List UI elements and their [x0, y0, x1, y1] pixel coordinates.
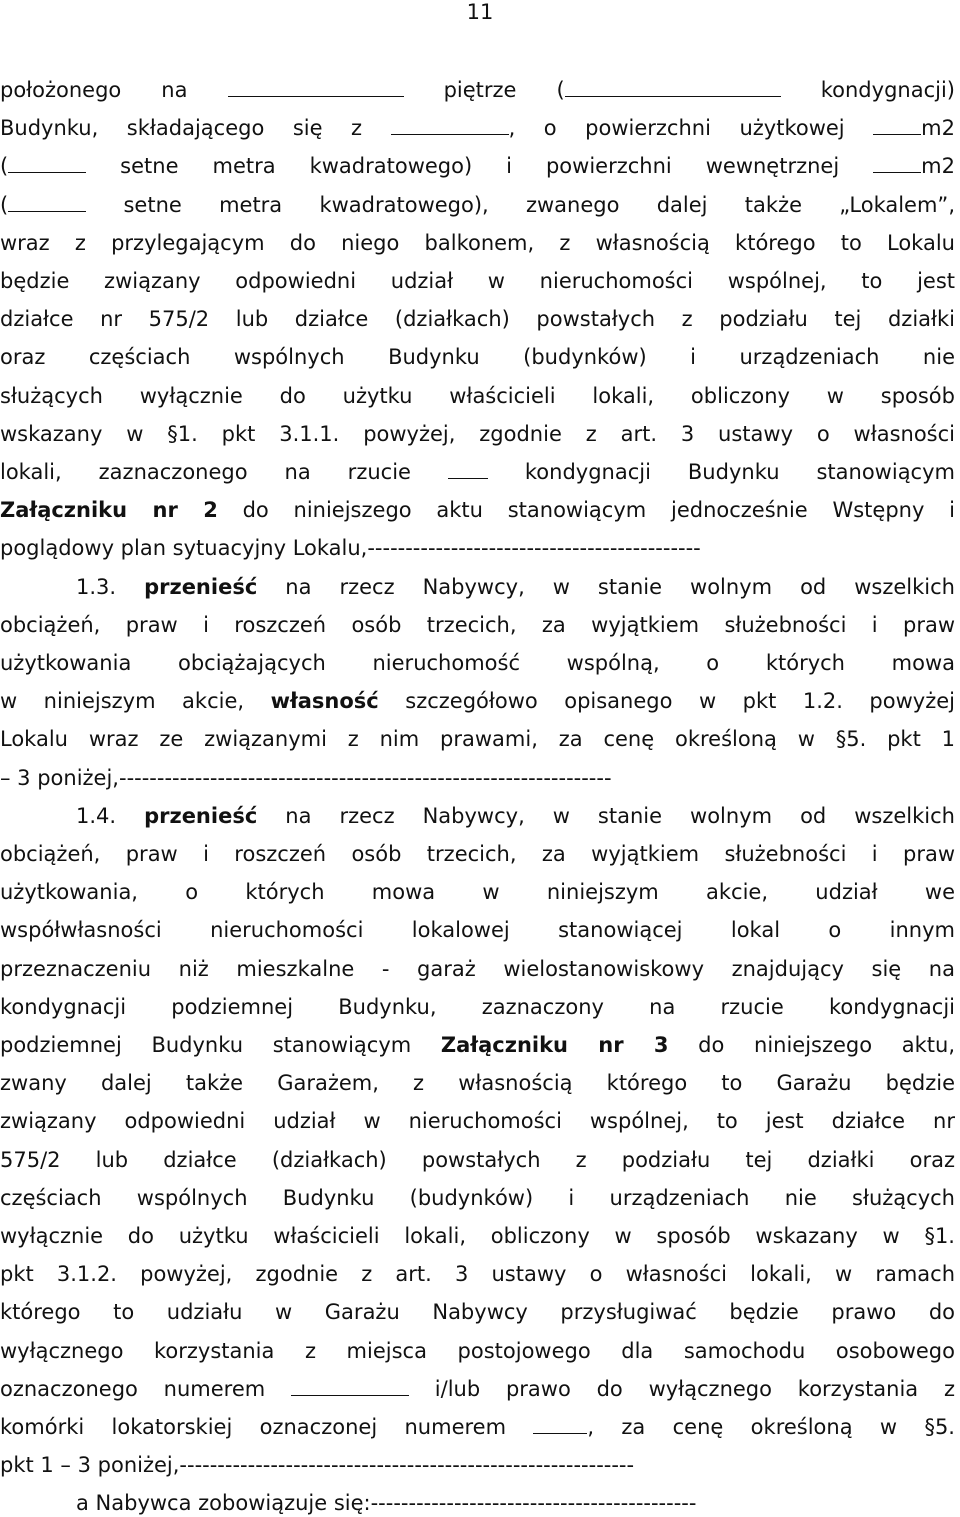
- text-segment: (: [0, 192, 9, 217]
- text-segment: , za cenę określoną w §5.: [587, 1415, 955, 1439]
- text-segment: oraz częściach wspólnych Budynku (budynków) i urządzeniach nie: [0, 345, 955, 370]
- text-line: [0, 687, 955, 715]
- text-line: [0, 534, 955, 562]
- text-segment: lokali, zaznaczonego na rzucie: [0, 460, 448, 484]
- bold-text: Załączniku nr 2: [0, 498, 218, 523]
- text-segment: na rzecz Nabywcy, w stanie wolnym od wszelkich: [257, 574, 955, 599]
- fill-in-blank: [448, 460, 488, 479]
- text-segment: 575/2 lub działce (działkach) powstałych z podziału tej działki oraz: [0, 1147, 955, 1172]
- text-line: [0, 1146, 955, 1174]
- text-line: [0, 1298, 955, 1326]
- text-segment: obciążeń, praw i roszczeń osób trzecich, za wyjątkiem służebności i praw: [0, 612, 955, 637]
- fill-in-blank: [533, 1415, 587, 1434]
- text-segment: wyłącznego korzystania z miejsca postojowego dla samochodu osobowego: [0, 1338, 955, 1363]
- text-segment: Lokalu wraz ze związanymi z nim prawami, za cenę określoną w §5. pkt 1: [0, 727, 955, 752]
- text-line: [0, 1069, 955, 1097]
- text-segment: wyłącznie do użytku właścicieli lokali, obliczony w sposób wskazany w §1.: [0, 1224, 955, 1248]
- text-line: [0, 1222, 955, 1250]
- text-line: [0, 1031, 955, 1059]
- text-segment: , o powierzchni użytkowej: [508, 116, 874, 141]
- text-segment: – 3 poniżej,-----------------------------------------------------------------: [0, 765, 612, 790]
- text-segment: kondygnacji podziemnej Budynku, zaznaczony na rzucie kondygnacji: [0, 994, 955, 1019]
- text-line: [0, 916, 955, 944]
- text-line: [0, 1375, 955, 1403]
- text-segment: do niniejszego aktu stanowiącym jednocześnie Wstępny i: [217, 498, 955, 523]
- text-segment: współwłasności nieruchomości lokalowej stanowiącej lokal o innym: [0, 918, 955, 943]
- text-segment: 1.3.: [76, 574, 145, 599]
- text-segment: pkt 1 – 3 poniżej,------------------------------------------------------------: [0, 1453, 635, 1478]
- text-line: [76, 573, 955, 601]
- text-line: [0, 76, 955, 104]
- bold-text: przenieść: [144, 803, 258, 828]
- text-segment: piętrze (: [403, 78, 565, 102]
- text-line: [76, 802, 955, 830]
- text-segment: na rzecz Nabywcy, w stanie wolnym od wszelkich: [257, 803, 955, 828]
- bold-text: własność: [270, 689, 379, 714]
- fill-in-blank: [873, 116, 921, 135]
- text-segment: Budynku, składającego się z: [0, 116, 391, 141]
- text-segment: wraz z przylegającym do niego balkonem, z własnością którego to Lokalu: [0, 230, 955, 255]
- text-line: [0, 496, 955, 524]
- text-line: [0, 955, 955, 983]
- text-segment: położonego na: [0, 78, 228, 102]
- text-segment: oznaczonego numerem: [0, 1376, 291, 1401]
- text-line: [0, 649, 955, 677]
- text-line: [0, 152, 955, 180]
- bold-text: Załączniku nr 3: [440, 1033, 669, 1057]
- fill-in-blank: [873, 154, 921, 173]
- text-line: [0, 611, 955, 639]
- text-line: [0, 725, 955, 753]
- fill-in-blank: [228, 78, 404, 97]
- text-segment: przeznaczeniu niż mieszkalne - garaż wielostanowiskowy znajdujący się na: [0, 956, 955, 981]
- text-line: [0, 114, 955, 142]
- text-segment: szczegółowo opisanego w pkt 1.2. powyżej: [378, 689, 955, 714]
- text-segment: obciążeń, praw i roszczeń osób trzecich, za wyjątkiem służebności i praw: [0, 842, 955, 866]
- fill-in-blank: [8, 154, 86, 173]
- text-segment: 1.4.: [76, 803, 145, 828]
- text-segment: poglądowy plan sytuacyjny Lokalu,--------------------------------------------: [0, 536, 701, 561]
- fill-in-blank: [8, 193, 86, 212]
- text-line: [0, 993, 955, 1021]
- text-line: [0, 1413, 955, 1441]
- text-segment: m2: [921, 154, 955, 179]
- fill-in-blank: [291, 1377, 409, 1396]
- text-line: [0, 1260, 955, 1288]
- text-line: [0, 764, 955, 792]
- text-segment: (: [0, 154, 9, 179]
- text-line: [0, 1337, 955, 1365]
- text-line: [0, 420, 955, 448]
- text-segment: wskazany w §1. pkt 3.1.1. powyżej, zgodnie z art. 3 ustawy o własności: [0, 421, 955, 446]
- text-line: [0, 1184, 955, 1212]
- text-line: [0, 305, 955, 333]
- text-line: [76, 1489, 955, 1517]
- text-segment: służących wyłącznie do użytku właścicieli lokali, obliczony w sposób: [0, 383, 955, 408]
- text-line: [0, 878, 955, 906]
- text-segment: i/lub prawo do wyłącznego korzystania z: [409, 1376, 955, 1401]
- text-segment: będzie związany odpowiedni udział w nieruchomości wspólnej, to jest: [0, 269, 955, 293]
- text-line: [0, 191, 955, 219]
- text-segment: użytkowania, o których mowa w niniejszym akcie, udział we: [0, 880, 955, 905]
- text-line: [0, 1107, 955, 1135]
- text-line: [0, 1451, 955, 1479]
- text-line: [0, 343, 955, 371]
- text-segment: działce nr 575/2 lub działce (działkach) powstałych z podziału tej działki: [0, 307, 955, 332]
- text-segment: do niniejszego aktu,: [668, 1033, 956, 1057]
- text-segment: komórki lokatorskiej oznaczonej numerem: [0, 1415, 534, 1439]
- text-segment: zwany dalej także Garażem, z własnością którego to Garażu będzie: [0, 1071, 955, 1096]
- text-segment: setne metra kwadratowego) i powierzchni wewnętrznej: [86, 154, 874, 179]
- text-line: [0, 267, 955, 295]
- text-line: [0, 382, 955, 410]
- fill-in-blank: [391, 116, 509, 135]
- text-segment: kondygnacji Budynku stanowiącym: [487, 460, 955, 484]
- text-segment: a Nabywca zobowiązuje się:-------------------------------------------: [76, 1491, 697, 1516]
- text-segment: kondygnacji): [780, 78, 955, 102]
- text-segment: w niniejszym akcie,: [0, 689, 271, 714]
- text-line: [0, 229, 955, 257]
- text-segment: pkt 3.1.2. powyżej, zgodnie z art. 3 ustawy o własności lokali, w ramach: [0, 1262, 955, 1287]
- text-segment: którego to udziału w Garażu Nabywcy przysługiwać będzie prawo do: [0, 1300, 955, 1325]
- page-number: 11: [466, 0, 494, 24]
- text-segment: związany odpowiedni udział w nieruchomości wspólnej, to jest działce nr: [0, 1109, 955, 1134]
- bold-text: przenieść: [144, 574, 258, 599]
- text-segment: częściach wspólnych Budynku (budynków) i urządzeniach nie służących: [0, 1185, 955, 1210]
- text-line: [0, 458, 955, 486]
- text-segment: setne metra kwadratowego), zwanego dalej także „Lokalem”,: [86, 192, 955, 217]
- text-segment: m2: [921, 116, 955, 141]
- text-line: [0, 840, 955, 868]
- fill-in-blank: [565, 78, 781, 97]
- text-segment: podziemnej Budynku stanowiącym: [0, 1033, 441, 1057]
- text-segment: użytkowania obciążających nieruchomość wspólną, o których mowa: [0, 651, 955, 675]
